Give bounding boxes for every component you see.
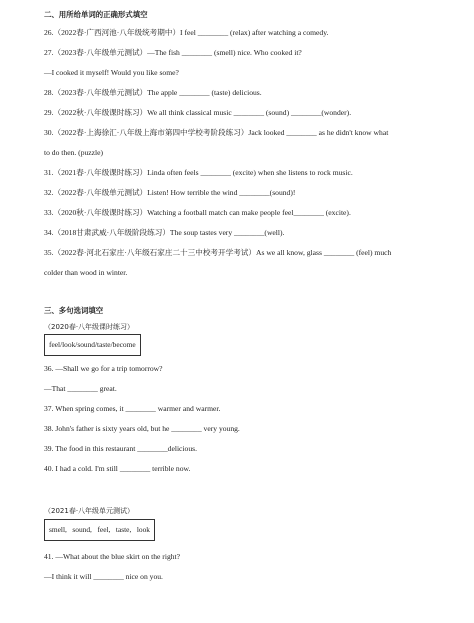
question-26: 26.（2022春·广西河池·八年级统考期中）I feel ________ (relax) after watching a comedy. [44,28,329,37]
group1-source: （2020春·八年级课时练习） [44,323,135,331]
question-33: 33.（2020秋·八年级课时练习）Watching a football match can make people feel________ (excite). [44,208,351,217]
question-41: 41. —What about the blue skirt on the right? [44,552,181,561]
group2-source: （2021春·八年级单元测试） [44,507,135,515]
question-30: 30.（2022春·上海徐汇·八年级上海市第四中学校考阶段练习）Jack looked ________ as he didn't know what [44,128,389,137]
question-35-cont: colder than wood in winter. [44,268,128,277]
question-32: 32.（2022春·八年级单元测试）Listen! How terrible the wind ________(sound)! [44,188,296,197]
question-38: 38. John's father is sixty years old, but he ________ very young. [44,424,240,433]
question-34: 34.（2018甘肃武威·八年级阶段练习）The soup tastes very ________(well). [44,228,285,237]
question-41-reply: —I think it will ________ nice on you. [44,572,163,581]
section2-heading: 二、用所给单词的正确形式填空 [44,10,148,19]
question-39: 39. The food in this restaurant ________delicious. [44,444,197,453]
question-30-cont: to do then. (puzzle) [44,148,104,157]
question-31: 31.（2021春·八年级课时练习）Linda often feels ________ (excite) when she listens to rock music. [44,168,353,177]
question-28: 28.（2023春·八年级单元测试）The apple ________ (taste) delicious. [44,88,262,97]
question-40: 40. I had a cold. I'm still ________ terrible now. [44,464,191,473]
group1-word-box: feel/look/sound/taste/become [44,334,141,356]
question-36: 36. —Shall we go for a trip tomorrow? [44,364,163,373]
group2-word-box: smell, sound, feel, taste, look [44,519,155,541]
question-27: 27.（2023春·八年级单元测试）—The fish ________ (smell) nice. Who cooked it? [44,48,302,57]
question-36-reply: —That ________ great. [44,384,117,393]
question-35: 35.（2022春·河北石家庄·八年级石家庄二十三中校考开学考试）As we all know, glass ________ (feel) much [44,248,392,257]
section3-heading: 三、多句选词填空 [44,306,104,315]
question-29: 29.（2022秋·八年级课时练习）We all think classical music ________ (sound) ________(wonder). [44,108,352,117]
question-37: 37. When spring comes, it ________ warmer and warmer. [44,404,221,413]
question-27-reply: —I cooked it myself! Would you like some? [44,68,179,77]
